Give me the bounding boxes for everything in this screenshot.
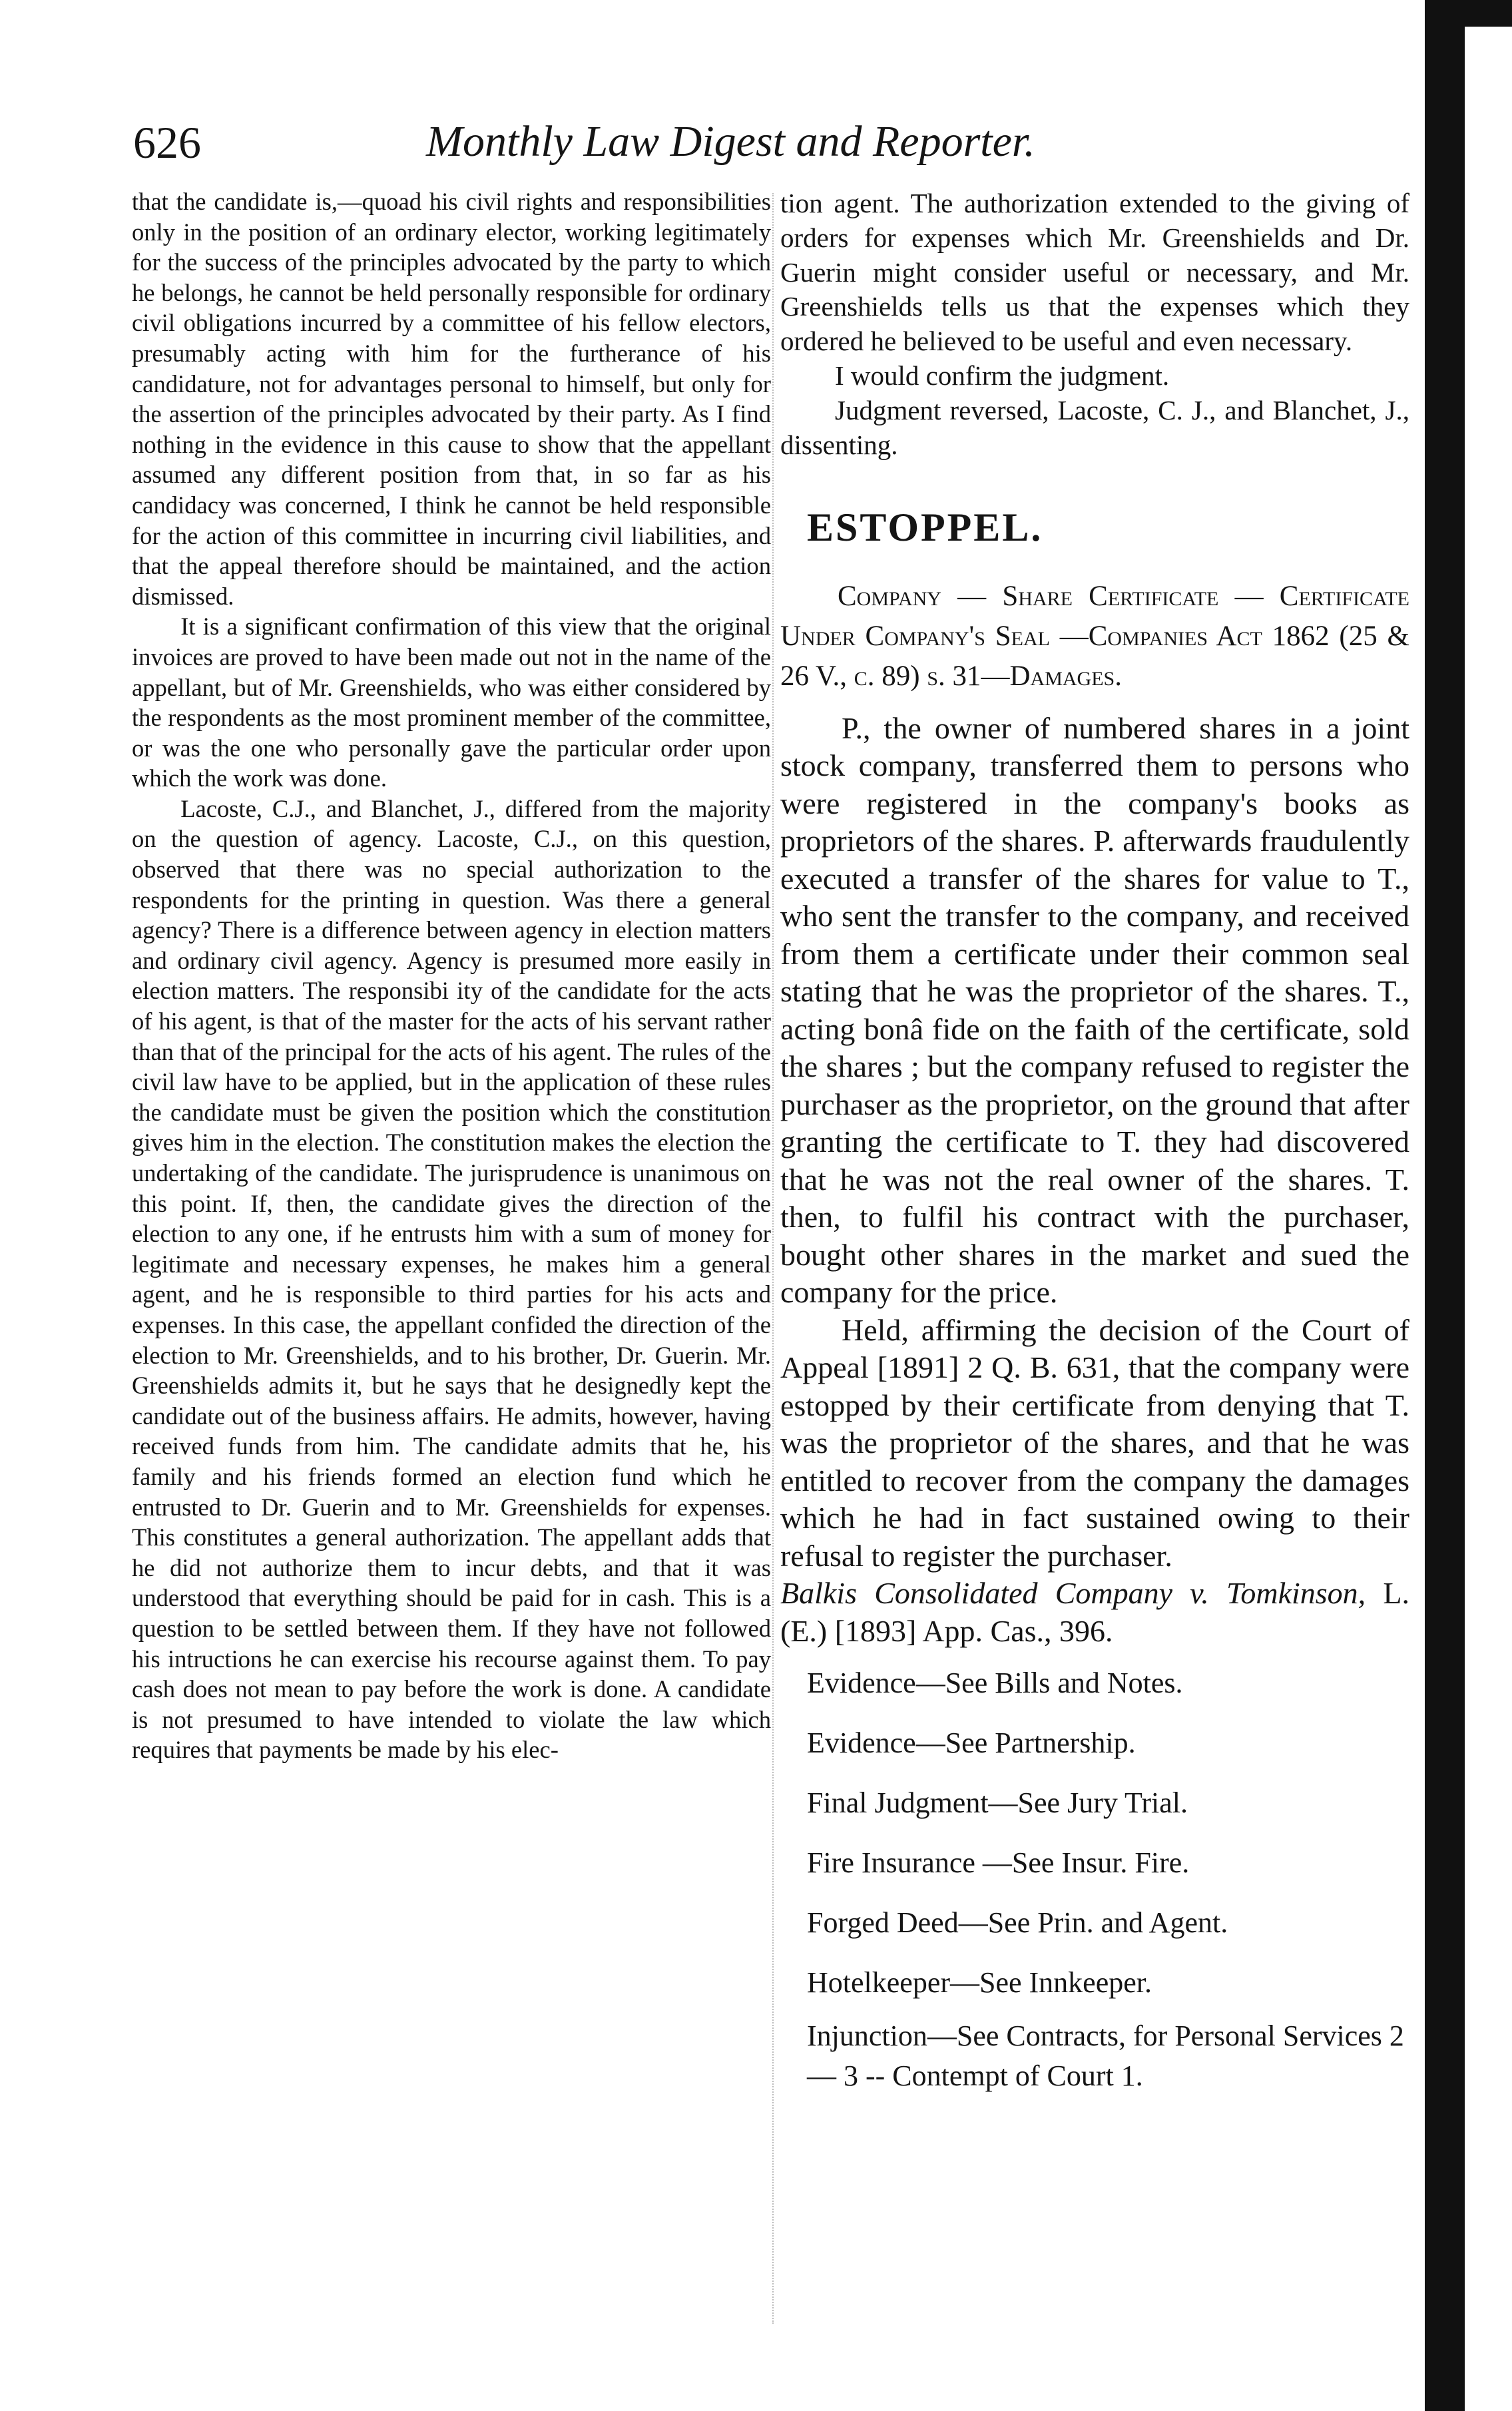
continuation-paragraph: tion agent. The authorization extended to the giving of orders for expenses which Mr. Greenshields and Dr. Guerin might consider useful or necessary, and Mr. Greenshields tells us that the expenses which they ordered he believed to be useful and even necessary. — [780, 188, 1409, 357]
citation — [780, 1575, 1409, 1650]
running-head: Monthly Law Digest and Reporter. — [426, 117, 1035, 166]
holding: Held, affirming the decision of the Court of Appeal [1891] 2 Q. B. 631, that the company were estopped by their certificate from denying that T. was the proprietor of the shares, and that he was entitled to recover from the company the damages which he had in fact sustained owing to their refusal to register the purchaser. — [780, 1312, 1409, 1573]
headnote: Company — Share Certificate — Certificate Under Company's Seal —Companies Act 1862 (25 & 26 V., c. 89) s. 31—Damages. — [780, 580, 1409, 692]
facing-page-strip — [1465, 0, 1512, 2411]
index-entry: Hotelkeeper—See Innkeeper. — [807, 1966, 1152, 2000]
paragraph: that the candidate is,—quoad his civil rights and responsibilities only in the position of an ordinary elector, working legitimately for the success of the principles advocated by the party to which he belongs, he cannot be held personally responsible for ordinary civil obligations incurred by a committee of his fellow electors, presumably acting with him for the furtherance of his candidature, not for advantages personal to himself, but only for the assertion of the principles advocated by their party. As I find nothing in the evidence in this cause to show that the appellant assumed any different position from that, in so far as his candidacy was concerned, I think he cannot be held responsible for the action of this committee in incurring civil liabilities, and that the appeal therefore should be maintained, and the action dismissed. — [132, 188, 771, 610]
column-divider — [772, 193, 774, 2324]
right-column — [780, 186, 1409, 2096]
citation-case-name: Balkis Consolidated Company v. Tomkinson, — [780, 1576, 1366, 1611]
index-entry: Injunction—See Contracts, for Personal Services 2 — 3 -- Contempt of Court 1. — [807, 2019, 1404, 2093]
index-entry: Evidence—See Partnership. — [807, 1727, 1136, 1760]
binding-top-tab — [1462, 0, 1512, 27]
right-column-top — [780, 186, 1409, 462]
case-body: P., the owner of numbered shares in a joint stock company, transferred them to persons who were registered in the company's books as proprietors of the shares. P. afterwards fraudulently executed a transfer of the shares for value to T., who sent the transfer to the company, and received from them a certificate under their common seal stating that he was the proprietor of the shares. T., acting bonâ fide on the faith of the certificate, sold the shares ; but the company refused to register the purchaser as the proprietor, on the ground that after granting the certificate to T. they had discovered that he was not the real owner of the shares. T. then, to fulfil his contract with the purchaser, bought other shares in the market and sued the company for the price. — [780, 710, 1409, 1310]
paragraph: It is a significant confirmation of this view that the original invoices are proved to have been made out not in the name of the appellant, but of Mr. Greenshields, who was either considered by the respondents as the most prominent member of the committee, or was the one who personally gave the particular order upon which the work was done. — [132, 613, 771, 792]
index-entry: Forged Deed—See Prin. and Agent. — [807, 1906, 1228, 1940]
confirm-judgment: I would confirm the judgment. — [835, 360, 1170, 391]
left-column — [132, 186, 771, 1765]
judgment-note: Judgment reversed, Lacoste, C. J., and Blanchet, J., dissenting. — [780, 394, 1409, 460]
citation-report: L. (E.) [1893] App. Cas., 396. — [780, 1576, 1409, 1648]
page-number: 626 — [133, 117, 201, 168]
paragraph: Lacoste, C.J., and Blanchet, J., differed from the majority on the question of agency. Lacoste, C.J., on this question, observed that there was no special authorization to the respondents for the printing in question. Was there a general agency? There is a difference between agency in election matters and ordinary civil agency. Agency is presumed more easily in election matters. The responsibi ity of the candidate for the acts of his agent, is that of the master for the acts of his servant rather than that of the principal for the acts of his agent. The rules of the civil law have to be applied, but in the application of these rules the candidate must be given the position which the constitution gives him in the election. The constitution makes the election the undertaking of the candidate. The jurisprudence is unanimous on this point. If, then, the candidate gives the direction of the election to any one, if he entrusts him with a sum of money for legitimate and necessary expenses, he makes him a general agent, and he is responsible to third parties for his acts and expenses. In this case, the appellant confided the direction of the election to Mr. Greenshields, and to his brother, Dr. Guerin. Mr. Greenshields admits it, but he says that he designedly kept the candidate out of the business affairs. He admits, however, having received funds from him. The candidate admits that he, his family and his friends formed an election fund which he entrusted to Dr. Guerin and to Mr. Greenshields for expenses. This constitutes a general authorization. The appellant adds that he did not authorize them to incur debts, and that it was understood that everything should be paid for in cash. This is a question to be settled between them. If they have not followed his intructions he can exercise his recourse against them. To pay cash does not mean to pay before the work is done. A candidate is not presumed to have intended to violate the law which requires that payments be made by his elec- — [132, 794, 771, 1764]
index-entry: Final Judgment—See Jury Trial. — [807, 1786, 1188, 1820]
binding-shadow — [1425, 0, 1465, 2411]
index-entry: Fire Insurance —See Insur. Fire. — [807, 1846, 1190, 1880]
section-heading: ESTOPPEL. — [807, 505, 1043, 550]
index-entry: Evidence—See Bills and Notes. — [807, 1667, 1183, 1700]
